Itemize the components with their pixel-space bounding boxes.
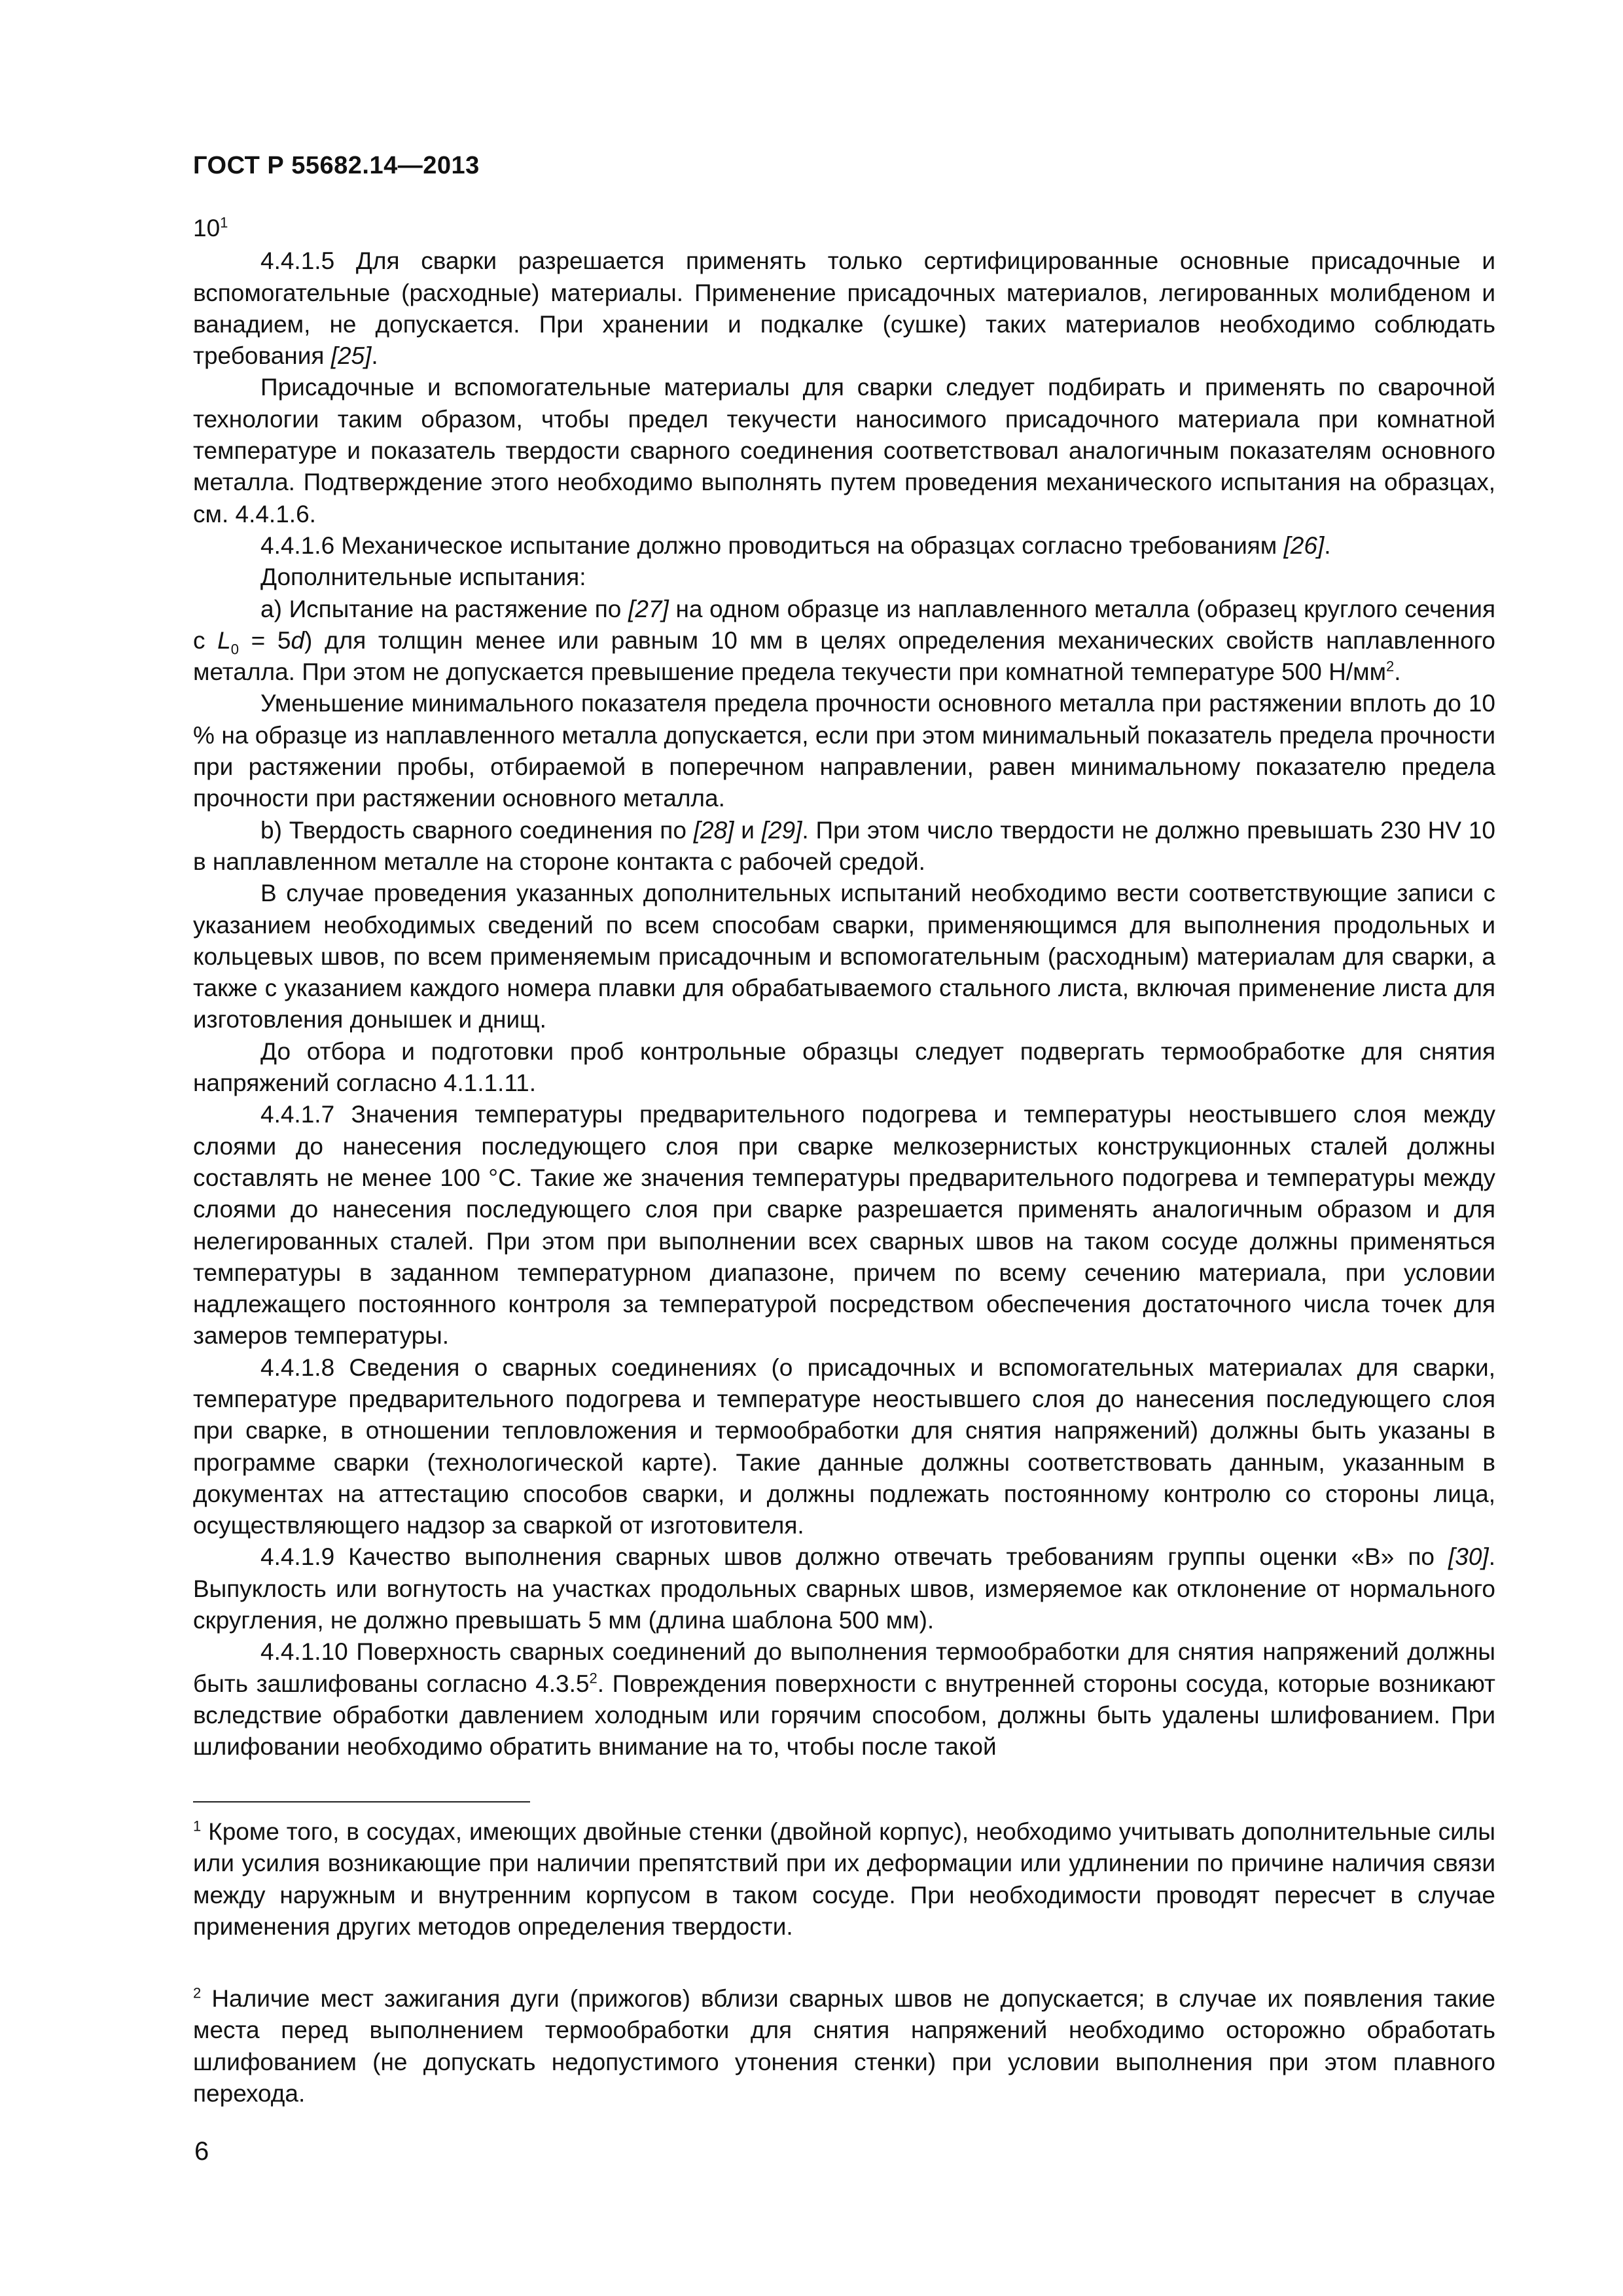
body-text bbox=[193, 213, 1495, 1763]
paragraph-strength-reduction: Уменьшение минимального показателя предела прочности основного металла при растяжении вплоть до 10 % на образце из наплавленного металла допускается, если при этом минимальный показатель предела прочности при растяжении пробы, отбираемой в поперечном направлении, равен минимальному показателю предела прочности при растяжении основного металла. bbox=[193, 690, 1495, 812]
footnote-1 bbox=[193, 1816, 1495, 1943]
paragraph-4-4-1-5: 4.4.1.5 Для сварки разрешается применять только сертифицированные основные присадочные и вспомогательные (расходные) материалы. Применение присадочных материалов, легированных молибденом и ванадием, не допускается. При хранении и подкалке (сушке) таких материалов необходимо соблюдать требования [25]. bbox=[193, 247, 1495, 370]
reference-30: [30] bbox=[1448, 1543, 1489, 1571]
paragraph-text: = 5 bbox=[238, 626, 291, 654]
paragraph-tensile-test: a) Испытание на растяжение по [27] на одном образце из наплавленного металла (образец круглого сечения с $L_0 = 5d$) для толщин менее или равным 10 мм в целях определения механических свойств наплавленного металла. При этом не допускается превышение предела текучести при комнатной температуре 500 $Н/мм^2$. bbox=[193, 595, 1496, 686]
symbol-d: d bbox=[291, 626, 305, 654]
reference-29: [29] bbox=[761, 816, 802, 844]
document-header: ГОСТ Р 55682.14—2013 bbox=[193, 152, 480, 179]
footnote-text: Кроме того, в сосудах, имеющих двойные стенки (двойной корпус), необходимо учитывать дополнительные силы или усилия возникающие при наличии препятствий при их деформации или удлинении по причине наличия связи между наружным и внутренним корпусом в таком сосуде. При необходимости проводят пересчет в случае применения других методов определения твердости. bbox=[193, 1818, 1495, 1940]
paragraph-4-4-1-6: 4.4.1.6 Механическое испытание должно проводиться на образцах согласно требованиям [26]. bbox=[260, 531, 1331, 559]
top-mark-number: 10 bbox=[193, 215, 221, 242]
reference-25: [25] bbox=[330, 342, 372, 370]
paragraph-text: a) Испытание на растяжение по bbox=[260, 595, 629, 622]
paragraph-text: 4.4.1.10 Поверхность сварных соединений до выполнения термообработки для снятия напряжений должны быть зашлифованы согласно 4.3.5 bbox=[193, 1638, 1495, 1697]
paragraph-filler-materials: Присадочные и вспомогательные материалы для сварки следует подбирать и применять по сварочной технологии таким образом, чтобы предел текучести наносимого присадочного материала при комнатной температуре и показатель твердости сварного соединения соответствовал аналогичным показателям основного металла. Подтверждение этого необходимо выполнять путем проведения механического испытания на образцах, см. 4.4.1.6. bbox=[193, 374, 1495, 528]
footnote-2 bbox=[193, 1983, 1495, 2109]
reference-27: [27] bbox=[628, 595, 669, 622]
paragraph-text: ) для толщин менее или равным 10 мм в целях определения механических свойств наплавленного металла. При этом не допускается превышение предела текучести при комнатной температуре 500 Н/мм bbox=[193, 626, 1496, 686]
symbol-l: L bbox=[217, 626, 231, 654]
paragraph-hardness bbox=[193, 815, 1495, 878]
page-number: 6 bbox=[194, 2137, 209, 2166]
footnote-ref-2: 2 bbox=[589, 1670, 597, 1687]
paragraph-text: . Выпуклость или вогнутость на участках продольных сварных швов, измеряемое как отклонение от нормального скругления, не должно превышать 5 мм (длина шаблона 500 мм). bbox=[193, 1543, 1495, 1634]
paragraph-4-4-1-9 bbox=[193, 1541, 1495, 1636]
footnote-mark-2: 2 bbox=[193, 1984, 202, 2001]
paragraph-additional-tests: Дополнительные испытания: bbox=[260, 564, 586, 591]
top-mark bbox=[193, 213, 1495, 244]
reference-26: [26] bbox=[1283, 531, 1325, 559]
paragraph-text: и bbox=[734, 816, 762, 844]
superscript-two: 2 bbox=[1386, 658, 1395, 675]
paragraph-4-4-1-10 bbox=[193, 1636, 1495, 1763]
reference-28: [28] bbox=[693, 816, 734, 844]
paragraph-text: 4.4.1.6 Механическое испытание должно проводиться на образцах согласно требованиям bbox=[260, 531, 1284, 559]
paragraph-text: . Повреждения поверхности с внутренней стороны сосуда, которые возникают вследствие обработки давлением холодным или горячим способом, должны быть удалены шлифованием. При шлифовании необходимо обратить внимание на то, чтобы после такой bbox=[193, 1670, 1496, 1761]
footnotes bbox=[193, 1816, 1495, 2109]
paragraph-records: В случае проведения указанных дополнительных испытаний необходимо вести соответствующие записи с указанием необходимых сведений по всем способам сварки, применяющимся для выполнения продольных и кольцевых швов, по всем применяемым присадочным и вспомогательным (расходным) материалам для сварки, а также с указанием каждого номера плавки для обрабатываемого стального листа, включая применение листа для изготовления донышек и днищ. bbox=[193, 880, 1495, 1033]
paragraph-text: на одном образце из наплавленного металла (образец круглого сечения с bbox=[193, 595, 1495, 654]
paragraph-text: . При этом число твердости не должно превышать 230 HV 10 в наплавленном металле на стороне контакта с рабочей средой. bbox=[193, 816, 1495, 875]
paragraph-4-4-1-7: 4.4.1.7 Значения температуры предварительного подогрева и температуры неостывшего слоя между слоями до нанесения последующего слоя при сварке мелкозернистых конструкционных сталей должны составлять не менее 100 °С. Такие же значения температуры предварительного подогрева и температуры между слоями до нанесения последующего слоя при сварке разрешается применять аналогичным образом и для нелегированных сталей. При этом при выполнении всех сварных швов на таком сосуде должны применяться температуры в заданном температурном диапазоне, причем по всему сечению материала, при условии надлежащего постоянного контроля за температурой посредством обеспечения достаточного числа точек для замеров температуры. bbox=[193, 1101, 1495, 1350]
top-mark-superscript: 1 bbox=[220, 214, 228, 231]
footnote-divider bbox=[193, 1801, 530, 1803]
paragraph-text: 4.4.1.5 Для сварки разрешается применять только сертифицированные основные присадочные и вспомогательные (расходные) материалы. Применение присадочных материалов, легированных молибденом и ванадием, не допускается. При хранении и подкалке (сушке) таких материалов необходимо соблюдать требования bbox=[193, 247, 1495, 370]
paragraph-heat-treatment: До отбора и подготовки проб контрольные образцы следует подвергать термообработке для снятия напряжений согласно 4.1.1.11. bbox=[193, 1037, 1495, 1097]
subscript-zero: 0 bbox=[230, 641, 239, 658]
footnote-text: Наличие мест зажигания дуги (прижогов) вблизи сварных швов не допускается; в случае их появления такие места перед выполнением термообработки для снятия напряжений необходимо осторожно обработать шлифованием (не допускать недопустимого утонения стенки) при условии выполнения при этом плавного перехода. bbox=[193, 1985, 1495, 2108]
footnote-mark-1: 1 bbox=[193, 1818, 202, 1835]
paragraph-text: 4.4.1.9 Качество выполнения сварных швов должно отвечать требованиям группы оценки «B» по bbox=[260, 1543, 1448, 1571]
paragraph-text: b) Твердость сварного соединения по bbox=[260, 816, 694, 844]
paragraph-4-4-1-8: 4.4.1.8 Сведения о сварных соединениях (о присадочных и вспомогательных материалах для сварки, температуре предварительного подогрева и температуре неостывшего слоя до нанесения последующего слоя при сварке, в отношении тепловложения и термообработки для снятия напряжений) должны быть указаны в программе сварки (технологической карте). Такие данные должны соответствовать данным, указанным в документах на аттестацию способов сварки, и должны подлежать постоянному контролю со стороны лица, осуществляющего надзор за сваркой от изготовителя. bbox=[193, 1354, 1495, 1539]
